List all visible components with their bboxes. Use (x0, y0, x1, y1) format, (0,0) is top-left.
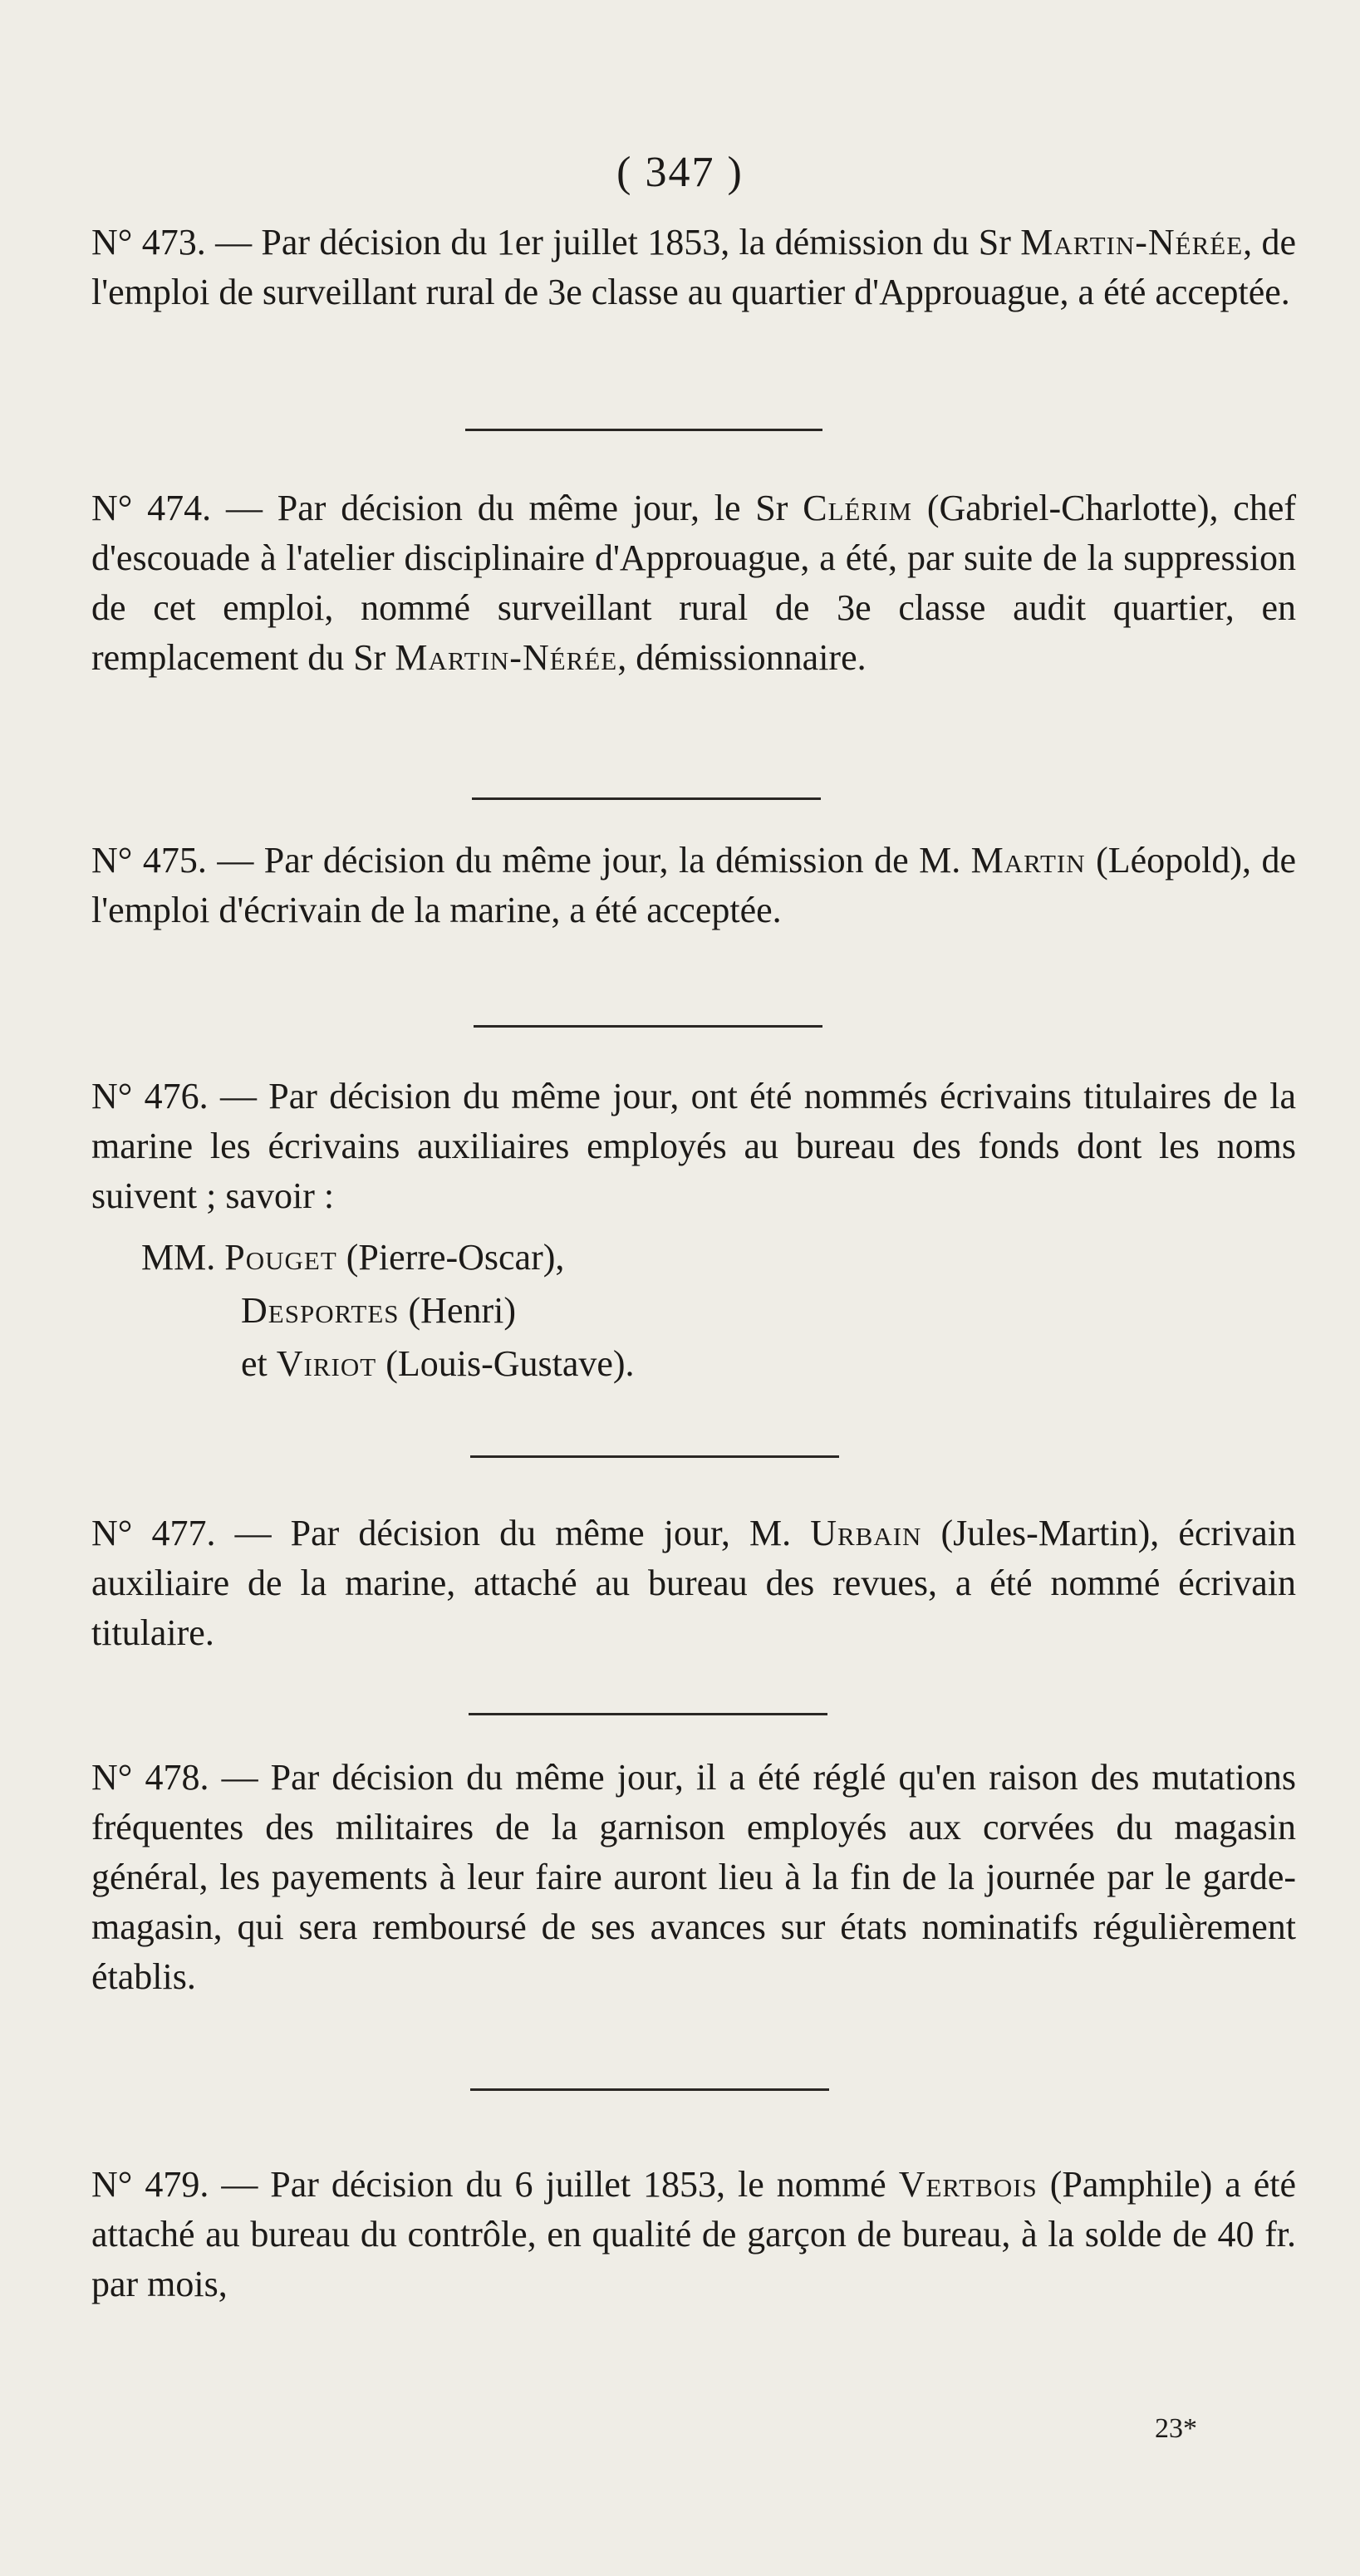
person-name: Urbain (810, 1513, 922, 1553)
entry-text: — Par décision du même jour, la démission de M. (217, 840, 971, 881)
entry-number: N° 478. (91, 1757, 209, 1798)
list-item: MM. Pouget (Pierre-Oscar), (141, 1237, 565, 1278)
person-name: Martin-Nérée (395, 637, 618, 678)
entry-number: N° 479. (91, 2164, 209, 2205)
entry-476 (91, 1072, 1296, 1221)
person-name: Martin (970, 840, 1086, 881)
entry-text: — Par décision du 6 juillet 1853, le nommé (221, 2164, 899, 2205)
entry-text: — Par décision du même jour, il a été réglé qu'en raison des mutations fréquentes des militaires de la garnison employés aux corvées du magasin général, les payements à leur faire auront lieu à la fin de la journée par le garde-magasin, qui sera remboursé de ses avances sur états nominatifs régulièrement établis. (91, 1757, 1297, 1997)
entry-478 (91, 1753, 1296, 2002)
entry-475 (91, 836, 1296, 935)
page-number: ( 347 ) (616, 149, 744, 196)
person-name: Clérim (803, 488, 913, 528)
divider (474, 1025, 822, 1028)
entry-text: (Pamphile) a été attaché au bureau du contrôle, en qualité de garçon de bureau, à la solde de 40 fr. par mois, (91, 2164, 1297, 2304)
entry-text: — Par décision du même jour, le Sr (226, 488, 803, 528)
entry-479 (91, 2160, 1296, 2309)
name-list (141, 1231, 635, 1391)
entry-text: (Gabriel-Charlotte), chef d'escouade à l'atelier disciplinaire d'Approuague, a été, par suite de la suppression de cet emploi, nommé surveillant rural de 3e classe audit quartier, en remplacement du Sr (91, 488, 1296, 678)
entry-number: N° 473. (91, 222, 206, 263)
entry-text: — Par décision du même jour, ont été nommés écrivains titulaires de la marine les écrivains auxiliaires employés au bureau des fonds dont les noms suivent ; savoir : (91, 1076, 1297, 1216)
entry-473 (91, 218, 1296, 317)
entry-477 (91, 1509, 1296, 1658)
divider (470, 2088, 829, 2091)
list-item: et Viriot (Louis-Gustave). (241, 1343, 635, 1384)
entry-text: — Par décision du même jour, M. (234, 1513, 811, 1553)
entry-text: — Par décision du 1er juillet 1853, la démission du Sr (215, 222, 1021, 263)
person-name: Vertbois (898, 2164, 1038, 2205)
person-name: Desportes (241, 1290, 400, 1331)
entry-number: N° 476. (91, 1076, 209, 1116)
person-name: Pouget (224, 1237, 337, 1278)
person-name: Martin-Nérée (1020, 222, 1244, 263)
entry-text: (Jules-Martin), écrivain auxiliaire de la marine, attaché au bureau des revues, a été nommé écrivain titulaire. (91, 1513, 1297, 1653)
person-name: Viriot (276, 1343, 377, 1384)
divider (470, 1455, 839, 1458)
entry-number: N° 477. (91, 1513, 216, 1553)
entry-474 (91, 483, 1296, 683)
list-item: Desportes (Henri) (241, 1290, 517, 1331)
divider (469, 1713, 827, 1715)
entry-number: N° 474. (91, 488, 212, 528)
entry-text: , de l'emploi de surveillant rural de 3e classe au quartier d'Approuague, a été acceptée. (91, 222, 1297, 312)
entry-text: (Léopold), de l'emploi d'écrivain de la marine, a été acceptée. (91, 840, 1297, 930)
divider (472, 797, 821, 800)
divider (465, 429, 822, 431)
signature-mark: 23* (1155, 2413, 1197, 2444)
entry-text: , démissionnaire. (617, 637, 867, 678)
entry-number: N° 475. (91, 840, 207, 881)
